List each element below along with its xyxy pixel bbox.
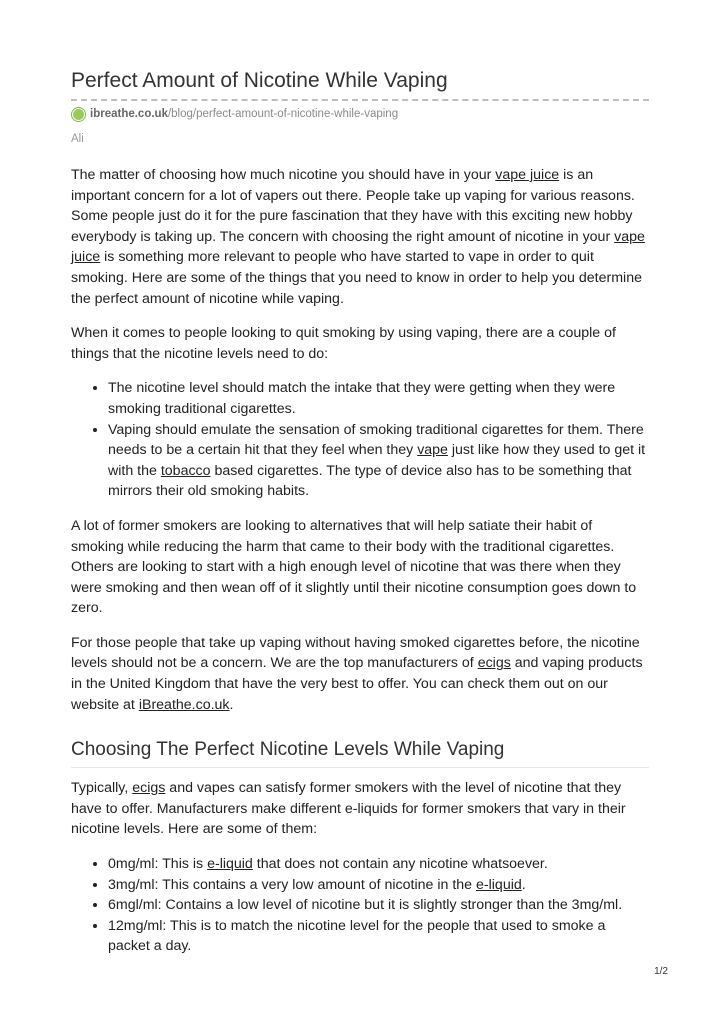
title-divider <box>71 99 649 101</box>
text: is an important concern for a lot of vapers out there. People take up vaping for various reasons. Some people just do it for the pure fascination that they have with this exciting new hobby everybody is taking up. The concern with choosing the right amount of nicotine in your <box>71 167 635 245</box>
source-path: /blog/perfect-amount-of-nicotine-while-vaping <box>167 108 399 120</box>
text: . <box>521 876 526 893</box>
text: For those people that take up vaping without having smoked cigarettes before, the nicotine levels should not be a concern. We are the top manufacturers of <box>71 634 640 672</box>
tobacco-link[interactable]: tobacco <box>160 462 211 479</box>
text: and vapes can satisfy former smokers with the level of nicotine that they have to offer. Manufacturers make different e-liquids for former smokers that vary in their nicotine levels. Here are some of them: <box>71 780 626 838</box>
list-item: • The nicotine level should match the intake that they were getting when they were smoking traditional cigarettes. <box>108 378 649 419</box>
list-item: • 12mg/ml: This is to match the nicotine level for the people that used to smoke a packet a day. <box>108 916 649 957</box>
e-liquid-link[interactable]: e-liquid <box>207 856 253 873</box>
section-divider <box>71 767 649 768</box>
list-item <box>108 875 649 896</box>
page-number: 1/2 <box>654 966 668 977</box>
paragraph-non-smokers <box>71 633 649 715</box>
ibreathe-website-link[interactable]: iBreathe.co.uk <box>138 696 230 713</box>
nicotine-levels-list <box>71 854 649 957</box>
paragraph-nicotine-levels <box>71 778 649 840</box>
paragraph-former-smokers: A lot of former smokers are looking to alternatives that will help satiate their habit of smoking while reducing the harm that came to their body with the traditional cigarettes. Others are looking to start with a high enough level of nicotine that was there when they were smoking and then wean off of it slightly until their nicotine consumption goes down to zero. <box>71 517 637 617</box>
paragraph-intro <box>71 165 649 309</box>
text: Vaping should emulate the sensation of smoking traditional cigarettes for them. There needs to be a certain hit that they feel when they <box>108 421 644 459</box>
text: that does not contain any nicotine whatsoever. <box>252 856 548 873</box>
page-title: Perfect Amount of Nicotine While Vaping <box>71 69 448 92</box>
text: The matter of choosing how much nicotine you should have in your <box>71 167 496 183</box>
list-item <box>108 854 649 875</box>
nicotine-requirements-list <box>71 378 649 502</box>
e-liquid-link-2[interactable]: e-liquid <box>476 876 522 893</box>
list-item <box>108 420 649 502</box>
paragraph-quit-smoking: When it comes to people looking to quit smoking by using vaping, there are a couple of things that the nicotine levels need to do: <box>71 325 616 362</box>
list-item: • 6mgl/ml: Contains a low level of nicotine but it is slightly stronger than the 3mg/ml. <box>108 895 649 916</box>
text: 3mg/ml: This contains a very low amount of nicotine in the <box>108 876 477 893</box>
author: Ali <box>71 133 84 145</box>
source-domain-link[interactable]: ibreathe.co.uk <box>90 108 168 120</box>
text: just like how they used to get it with the <box>108 442 646 479</box>
article <box>71 66 649 971</box>
vape-link[interactable]: vape <box>417 442 448 459</box>
ecigs-link[interactable]: ecigs <box>477 655 511 672</box>
ecigs-link-2[interactable]: ecigs <box>132 780 166 797</box>
text: 0mg/ml: This is <box>108 856 208 873</box>
text: Typically, <box>71 780 133 797</box>
ibreathe-logo-icon <box>71 107 86 122</box>
text: is something more relevant to people who have started to vape in order to quit smoking. Here are some of the things that you need to know in order to help you determine the perfect amount of nicotine while vaping. <box>71 249 642 307</box>
source-line <box>71 105 649 123</box>
vape-juice-link-2[interactable]: vape juice <box>71 228 645 266</box>
text: and vaping products in the United Kingdom that have the very best to offer. You can check them out on our website at <box>71 655 643 713</box>
vape-juice-link[interactable]: vape juice <box>495 167 560 183</box>
text: . <box>229 696 234 713</box>
text: based cigarettes. The type of device also has to be something that mirrors their old smoking habits. <box>108 462 632 500</box>
section-heading: Choosing The Perfect Nicotine Levels While Vaping <box>71 739 505 761</box>
